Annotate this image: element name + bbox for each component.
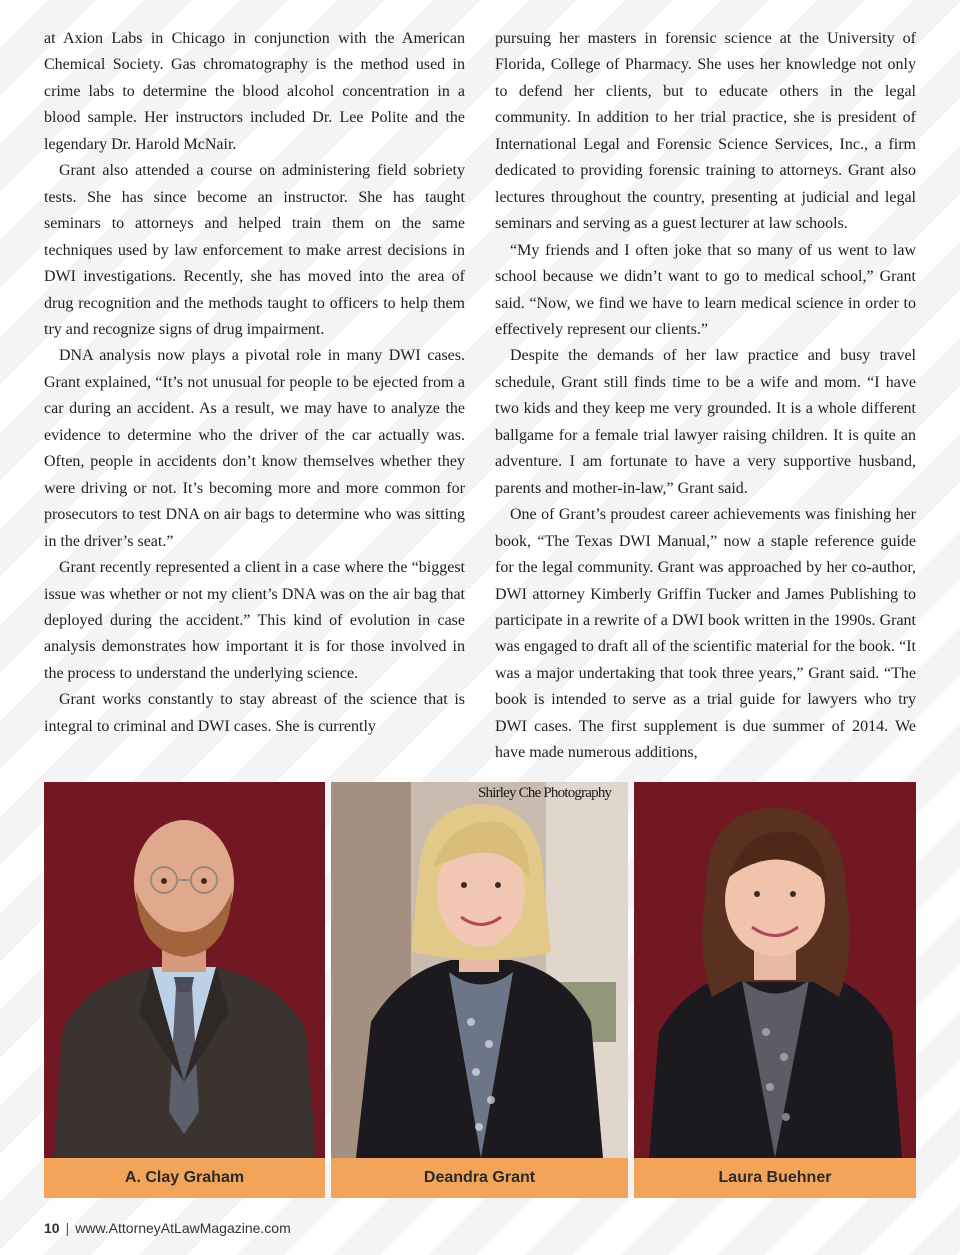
article-right-column bbox=[495, 26, 916, 767]
paragraph: One of Grant’s proudest career achievements was finishing her book, “The Texas DWI Manual,” now a staple reference guide for the legal community. Grant was approached by her co-author, DWI attorney Kimberly Griffin Tucker and James Publishing to participate in a rewrite of a DWI book written in the 1990s. Grant was engaged to draft all of the scientific material for the book. “It was a major undertaking that took three years,” Grant said. “The book is intended to serve as a trial guide for lawyers who try DWI cases. The first supplement is due summer of 2014. We have made numerous additions, bbox=[495, 506, 916, 762]
portrait-photo-deandra-grant bbox=[331, 782, 628, 1158]
paragraph: Grant recently represented a client in a case where the “biggest issue was whether or not my client’s DNA was on the air bag that deployed during the accident.” This kind of evolution in case analysis demonstrates how important it is for those involved in the process to understand the underlying science. bbox=[44, 559, 465, 682]
footer-separator: | bbox=[65, 1220, 70, 1236]
footer-url-link[interactable]: www.AttorneyAtLawMagazine.com bbox=[75, 1220, 291, 1236]
paragraph: at Axion Labs in Chicago in conjunction with the American Chemical Society. Gas chromatography is the method used in crime labs to determine the blood alcohol concentration in a blood sample. Her instructors included Dr. Lee Polite and the legendary Dr. Harold McNair. bbox=[44, 30, 465, 153]
photo-credit: Shirley Che Photography bbox=[478, 785, 612, 801]
paragraph: pursuing her masters in forensic science at the University of Florida, College of Pharmacy. She uses her knowledge not only to defend her clients, but to educate others in the legal community. In addition to her trial practice, she is president of International Legal and Forensic Science Services, Inc., a firm dedicated to providing forensic training to attorneys. Grant also lectures throughout the country, presenting at judicial and legal seminars and serving as a guest lecturer at law schools. bbox=[495, 30, 916, 233]
paragraph: DNA analysis now plays a pivotal role in many DWI cases. Grant explained, “It’s not unusual for people to be ejected from a car during an accident. As a result, we may have to analyze the evidence to determine who the driver of the car actually was. Often, people in accidents don’t know themselves whether they were driving or not. It’s becoming more and more common for prosecutors to test DNA on air bags to determine who was sitting in the driver’s seat.” bbox=[44, 347, 465, 550]
photo-caption: Deandra Grant bbox=[331, 1158, 628, 1198]
photo-caption: Laura Buehner bbox=[634, 1158, 916, 1198]
paragraph: Grant also attended a course on administering field sobriety tests. She has since become an instructor. She has taught seminars to attorneys and helped train them on the same techniques used by law enforcement to make arrest decisions in DWI investigations. Recently, she has moved into the area of drug recognition and the methods taught to officers to help them try and recognize signs of drug impairment. bbox=[44, 162, 465, 338]
portrait-photo-laura-buehner bbox=[634, 782, 916, 1158]
photo-caption: A. Clay Graham bbox=[44, 1158, 325, 1198]
paragraph: Grant works constantly to stay abreast of the science that is integral to criminal and DWI cases. She is currently bbox=[44, 691, 465, 735]
paragraph: “My friends and I often joke that so many of us went to law school because we didn’t want to go to medical school,” Grant said. “Now, we find we have to learn medical science in order to effectively represent our clients.” bbox=[495, 241, 916, 338]
page-footer bbox=[44, 1220, 291, 1236]
article-left-column bbox=[44, 26, 465, 740]
page-number: 10 bbox=[44, 1220, 60, 1236]
paragraph: Despite the demands of her law practice and busy travel schedule, Grant still finds time to be a wife and mom. “I have two kids and they keep me very grounded. It is a whole different ballgame for a female trial lawyer raising children. It is quite an adventure. I am fortunate to have a very supportive husband, parents and mother-in-law,” Grant said. bbox=[495, 347, 916, 497]
portrait-photo-clay-graham bbox=[44, 782, 325, 1158]
